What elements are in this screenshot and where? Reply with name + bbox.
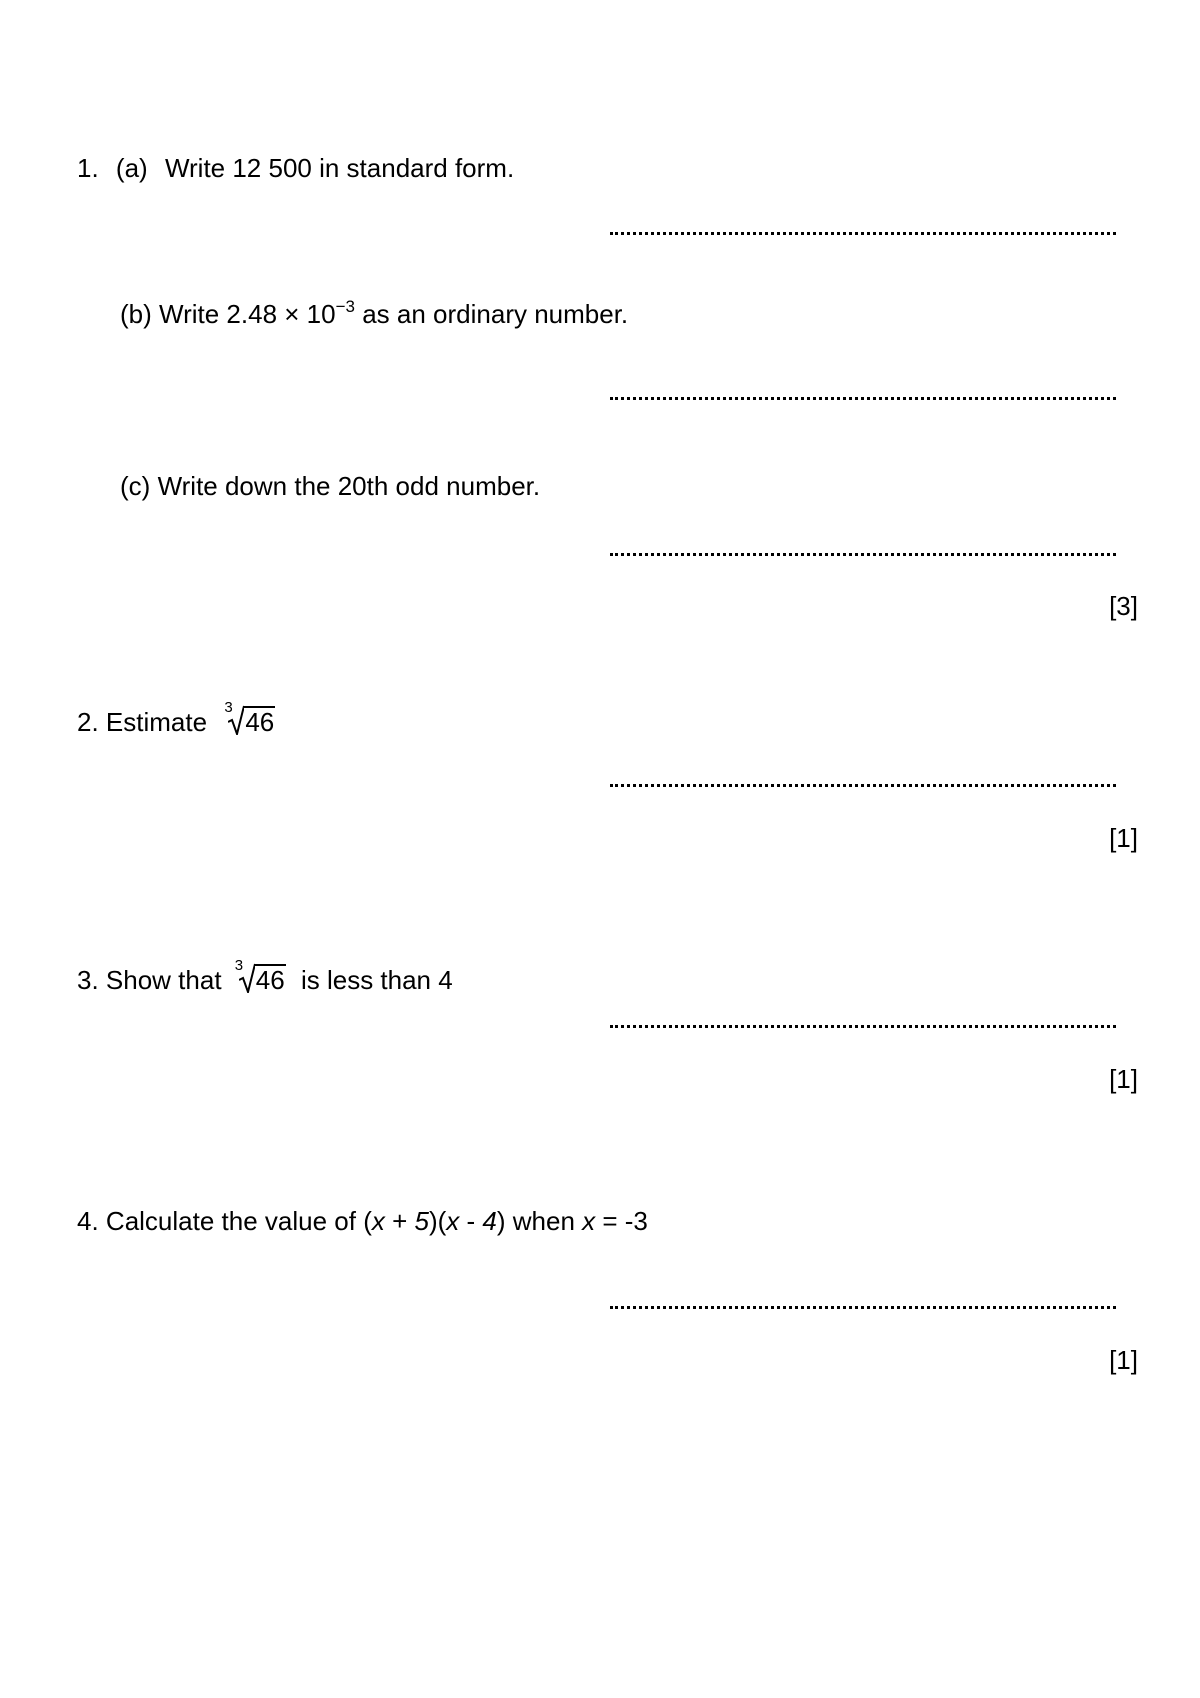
expr-part: + (384, 1206, 415, 1236)
question-text-continued: is less than 4 (300, 965, 453, 995)
answer-line-4[interactable] (610, 1306, 1116, 1309)
question-text: Estimate (105, 707, 208, 737)
question-1c (120, 470, 540, 502)
variable-x: x (582, 1206, 596, 1236)
question-1a (77, 152, 514, 184)
question-number: 2. (77, 707, 99, 737)
root-index: 3 (234, 957, 244, 974)
cube-root (224, 699, 275, 738)
expr-part: - (459, 1206, 483, 1236)
answer-line-1a[interactable] (610, 232, 1116, 235)
expr-part: )( (428, 1206, 447, 1236)
answer-line-1b[interactable] (610, 397, 1116, 400)
question-text-continued: as an ordinary number. (362, 299, 629, 329)
answer-line-1c[interactable] (610, 553, 1116, 556)
part-label: (c) (120, 471, 151, 501)
question-number: 4. (77, 1206, 99, 1236)
answer-line-3[interactable] (610, 1025, 1116, 1028)
cube-root (234, 957, 286, 996)
radicand: 46 (255, 965, 285, 995)
radicand: 46 (245, 707, 275, 737)
variable-x: x (371, 1206, 385, 1236)
question-text: Calculate the value of ( (105, 1206, 372, 1236)
answer-line-2[interactable] (610, 784, 1116, 787)
question-text: Write 12 500 in standard form. (164, 153, 515, 183)
exponent: −3 (335, 297, 355, 316)
expr-part: ) when (496, 1206, 583, 1236)
question-text: Write down the 20th odd number. (157, 471, 541, 501)
question-text-continued: = -3 (595, 1206, 648, 1236)
constant: 4 (482, 1206, 497, 1236)
part-label: (b) (120, 299, 152, 329)
question-1b (120, 298, 628, 330)
part-label: (a) (115, 153, 148, 183)
marks-label: [1] (1109, 1064, 1138, 1094)
radical-sign-icon (239, 963, 255, 993)
marks-label: [3] (1109, 591, 1138, 621)
marks-label: [1] (1109, 823, 1138, 853)
constant: 5 (414, 1206, 429, 1236)
question-4 (77, 1205, 648, 1237)
radical-sign-icon (228, 705, 244, 735)
question-3 (77, 957, 453, 996)
question-text: Write 2.48 × 10 (159, 299, 336, 329)
variable-x: x (446, 1206, 460, 1236)
root-index: 3 (224, 699, 233, 716)
question-2 (77, 699, 275, 738)
question-number: 1. (77, 153, 99, 183)
question-text: Show that (105, 965, 222, 995)
marks-label: [1] (1109, 1345, 1138, 1375)
question-number: 3. (77, 965, 99, 995)
